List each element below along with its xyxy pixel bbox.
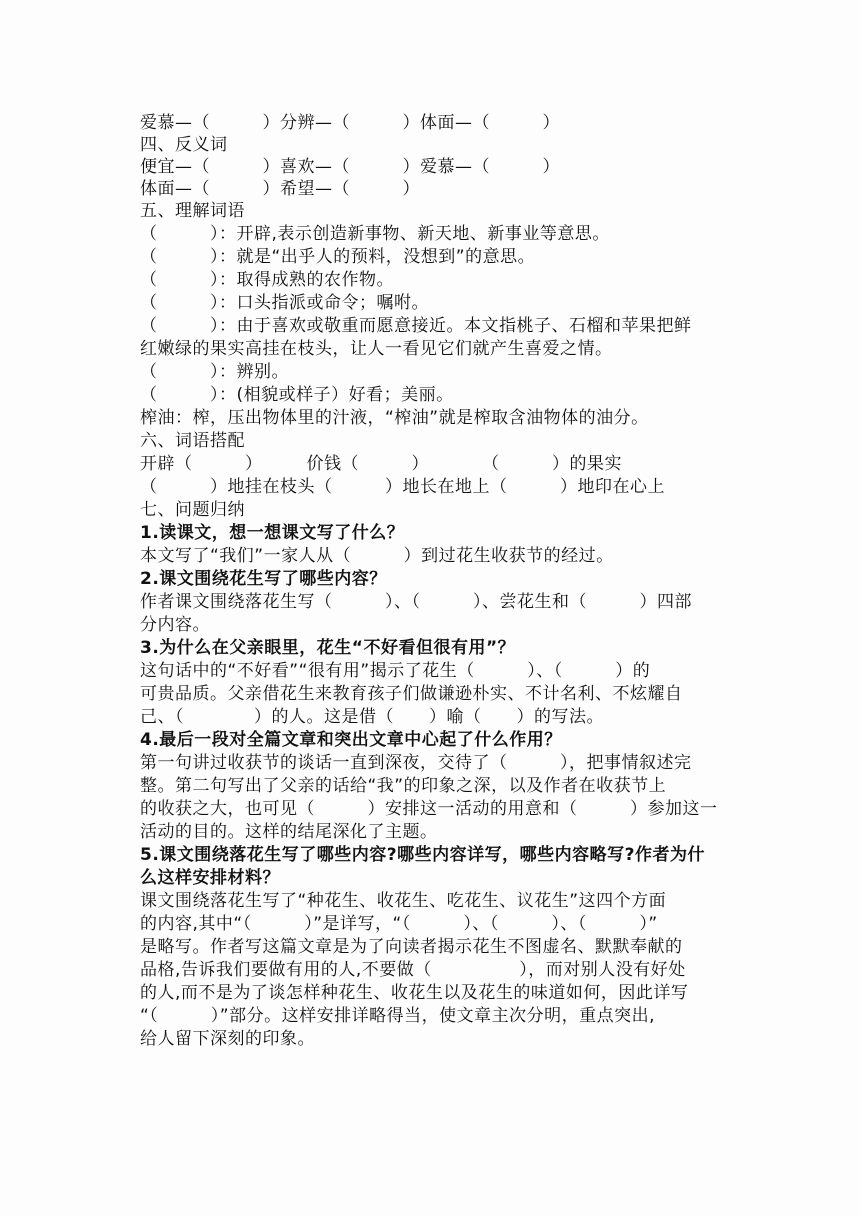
definition-line: （ ）：(相貌或样子）好看；美丽。 (140, 385, 454, 405)
antonym-row-1: 便宜—（ ）喜欢—（ ）爱慕—（ ） (140, 157, 560, 177)
answer-line: 作者课文围绕落花生写（ ）、（ ）、尝花生和（ ）四部 (140, 592, 692, 612)
definition-line: （ ）：口头指派或命令；嘱咐。 (140, 293, 429, 313)
answer-line: 分内容。 (140, 615, 210, 635)
definition-line: （ ）：开辟,表示创造新事物、新天地、新事业等意思。 (140, 224, 610, 244)
answer-line: 的收获之大，也可见（ ）安排这一活动的用意和（ ）参加这一 (140, 799, 718, 819)
answer-line: 己、（ ）的人。这是借（ ）喻（ ）的写法。 (140, 707, 604, 727)
answer-line: 课文围绕落花生写了“种花生、收花生、吃花生、议花生”这四个方面 (140, 891, 667, 911)
definition-line: 榨油：榨，压出物体里的汁液，“榨油”就是榨取含油物体的油分。 (140, 408, 649, 428)
answer-line: 品格,告诉我们要做有用的人,不要做（ ），而对别人没有好处 (140, 960, 686, 980)
question-3: 3.为什么在父亲眼里，花生“不好看但很有用”？ (140, 638, 516, 658)
question-4: 4.最后一段对全篇文章和突出文章中心起了什么作用？ (140, 730, 562, 750)
answer-line: “（ ）”部分。这样安排详略得当，使文章主次分明，重点突出, (140, 1006, 656, 1026)
answer-line: 是略写。作者写这篇文章是为了向读者揭示花生不图虚名、默默奉献的 (140, 937, 683, 957)
question-5: 5.课文围绕落花生写了哪些内容?哪些内容详写，哪些内容略写?作者为什 (140, 845, 706, 865)
answer-line: 本文写了“我们”一家人从（ ）到过花生收获节的经过。 (140, 546, 614, 566)
question-5-cont: 么这样安排材料？ (140, 868, 280, 888)
section-heading-collocation: 六、词语搭配 (140, 431, 245, 451)
collocation-row-1: 开辟（ ） 价钱（ ） （ ）的果实 (140, 454, 622, 474)
definition-line: 红嫩绿的果实高挂在枝头，让人一看见它们就产生喜爱之情。 (140, 339, 613, 359)
antonym-row-2: 体面—（ ）希望—（ ） (140, 179, 420, 199)
section-heading-antonyms: 四、反义词 (140, 135, 228, 155)
question-1: 1.读课文，想一想课文写了什么？ (140, 523, 405, 543)
section-heading-word-meaning: 五、理解词语 (140, 201, 245, 221)
definition-line: （ ）：辨别。 (140, 362, 289, 382)
collocation-row-2: （ ）地挂在枝头（ ）地长在地上（ ）地印在心上 (140, 477, 665, 497)
definition-line: （ ）：就是“出乎人的预料，没想到”的意思。 (140, 247, 536, 267)
section-heading-questions: 七、问题归纳 (140, 500, 245, 520)
answer-line: 的内容,其中“（ ）”是详写，“（ ）、（ ）、（ ）” (140, 914, 658, 934)
answer-line: 整。第二句写出了父亲的话给“我”的印象之深，以及作者在收获节上 (140, 776, 667, 796)
synonym-row-3: 爱慕—（ ）分辨—（ ）体面—（ ） (140, 113, 560, 133)
definition-line: （ ）：取得成熟的农作物。 (140, 270, 394, 290)
question-2: 2.课文围绕花生写了哪些内容？ (140, 569, 387, 589)
answer-line: 活动的目的。这样的结尾深化了主题。 (140, 822, 438, 842)
answer-line: 可贵品质。父亲借花生来教育孩子们做谦逊朴实、不计名利、不炫耀自 (140, 684, 683, 704)
definition-line: （ ）：由于喜欢或敬重而愿意接近。本文指桃子、石榴和苹果把鲜 (140, 316, 692, 336)
answer-line: 第一句讲过收获节的谈话一直到深夜，交待了（ ），把事情叙述完 (140, 753, 692, 773)
answer-line: 给人留下深刻的印象。 (140, 1029, 315, 1049)
answer-line: 的人,而不是为了谈怎样种花生、收花生以及花生的味道如何，因此详写 (140, 983, 689, 1003)
answer-line: 这句话中的“不好看”“很有用”揭示了花生（ ）、（ ）的 (140, 661, 651, 681)
